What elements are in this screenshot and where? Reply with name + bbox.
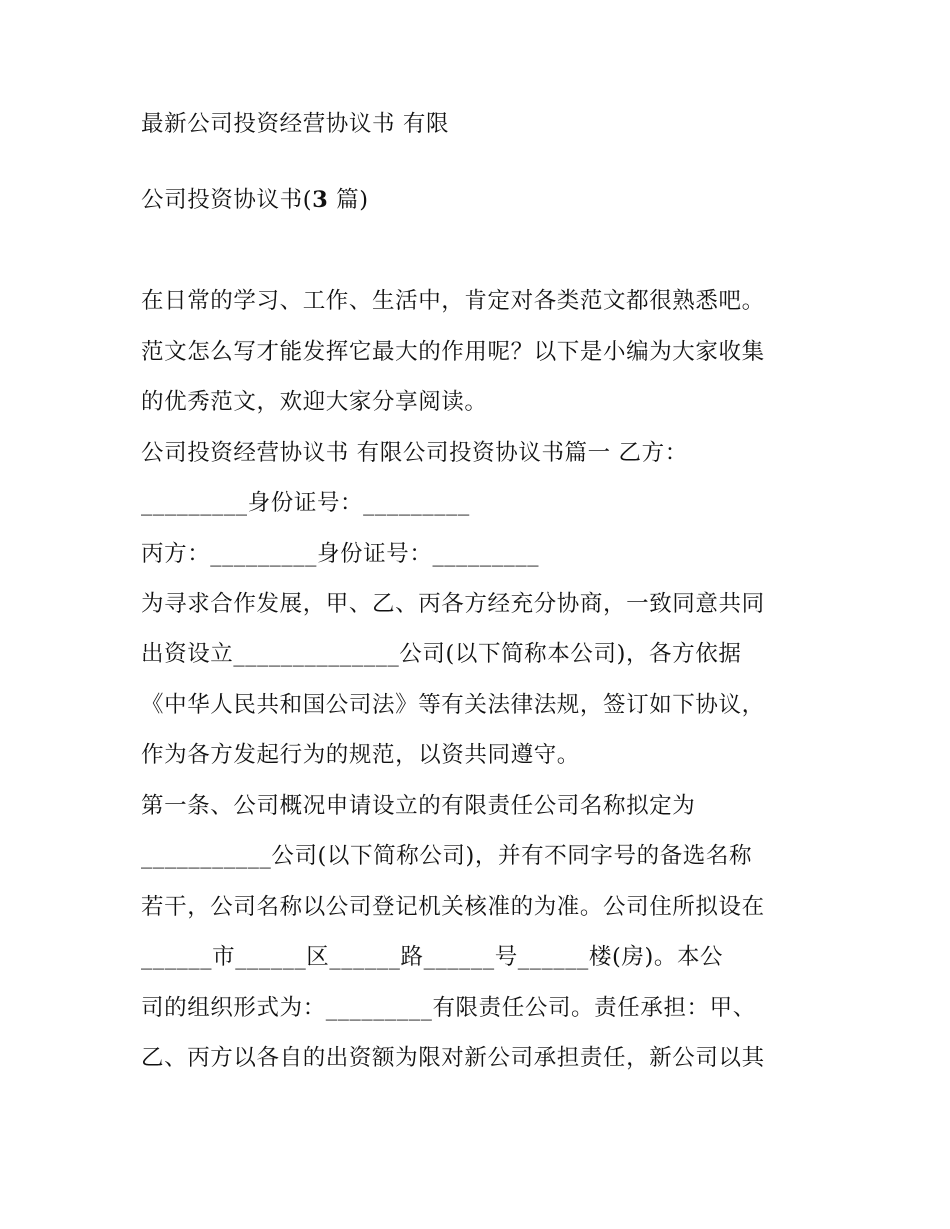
document-title: [141, 108, 821, 260]
paragraph-line: 出资设立______________公司(以下简称本公司)，各方依据: [141, 641, 742, 667]
paragraph-line: 乙、丙方以各自的出资额为限对新公司承担责任，新公司以其: [141, 1045, 765, 1071]
intro-line-1: 在日常的学习、工作、生活中，肯定对各类范文都很熟悉吧。: [141, 288, 765, 314]
intro-line-3: 的优秀范文，欢迎大家分享阅读。: [141, 389, 488, 415]
party-c-line: 丙方：_________身份证号：_________: [141, 541, 540, 567]
section-heading: 公司投资经营协议书 有限公司投资协议书篇一 乙方：: [141, 440, 688, 466]
paragraph-line: 司的组织形式为：_________有限责任公司。责任承担：甲、: [141, 995, 756, 1021]
paragraph-line: ______市______区______路______号______楼(房)。本公: [141, 944, 724, 970]
title-count: 3: [312, 187, 329, 213]
party-b-line: _________身份证号：_________: [141, 490, 470, 516]
paragraph-line: 若干，公司名称以公司登记机关核准的为准。公司住所拟设在: [141, 894, 765, 920]
title-line-2-end: 篇): [328, 187, 369, 213]
paragraph-line: ___________公司(以下简称公司)，并有不同字号的备选名称: [141, 843, 753, 869]
paragraph-line: 《中华人民共和国公司法》等有关法律法规，签订如下协议，: [141, 692, 765, 718]
title-line-2-text: 公司投资协议书(: [141, 187, 313, 213]
paragraph-line: 作为各方发起行为的规范，以资共同遵守。: [141, 742, 580, 768]
title-line-2: [141, 184, 821, 260]
intro-line-2: 范文怎么写才能发挥它最大的作用呢？以下是小编为大家收集: [141, 339, 765, 365]
article-one-line: 第一条、公司概况申请设立的有限责任公司名称拟定为: [141, 793, 696, 819]
paragraph-line: 为寻求合作发展，甲、乙、丙各方经充分协商，一致同意共同: [141, 591, 765, 617]
title-line-1: 最新公司投资经营协议书 有限: [141, 111, 450, 137]
